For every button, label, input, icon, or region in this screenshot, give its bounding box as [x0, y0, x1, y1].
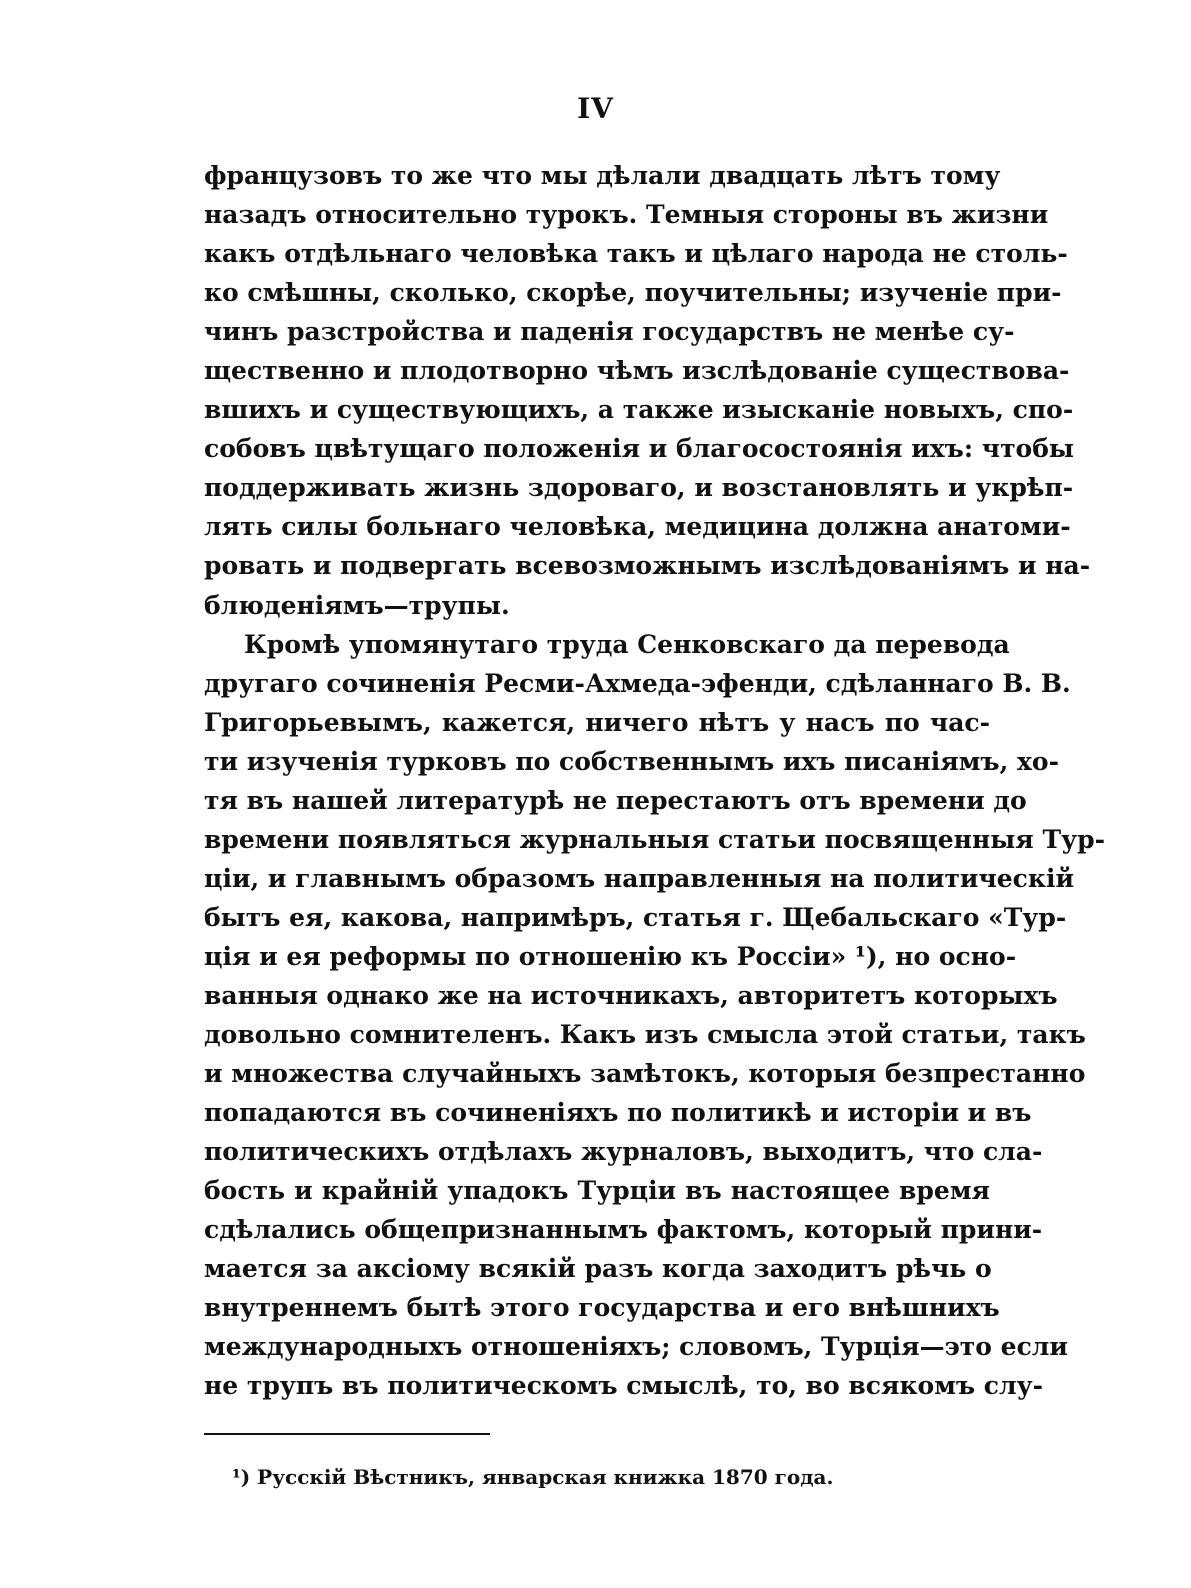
footnote-separator — [204, 1433, 490, 1435]
text-line: собовъ цвѣтущаго положенія и благосостоянія ихъ: чтобы — [204, 434, 1074, 464]
text-line: другаго сочиненія Ресми-Ахмеда-эфенди, сдѣланнаго В. В. — [204, 668, 1071, 698]
text-line: назадъ относительно турокъ. Темныя стороны въ жизни — [204, 200, 1049, 230]
text-line: ціи, и главнымъ образомъ направленныя на политическій — [204, 863, 1074, 893]
text-line: Григорьевымъ, кажется, ничего нѣтъ у насъ по час- — [204, 707, 990, 737]
text-line: международныхъ отношеніяхъ; словомъ, Турція—это если — [204, 1332, 1068, 1362]
text-line: довольно сомнителенъ. Какъ изъ смысла этой статьи, такъ — [204, 1020, 1086, 1050]
text-line: бытъ ея, какова, напримѣръ, статья г. Щебальскаго «Тур- — [204, 902, 1067, 932]
body-text — [204, 156, 1105, 1406]
text-line: политическихъ отдѣлахъ журналовъ, выходитъ, что сла- — [204, 1137, 1043, 1167]
text-line: не трупъ въ политическомъ смыслѣ, то, во всякомъ слу- — [204, 1371, 1044, 1401]
text-line: ко смѣшны, сколько, скорѣе, поучительны; изученіе при- — [204, 278, 1062, 308]
text-line: ванныя однако же на источникахъ, авторитетъ которыхъ — [204, 980, 1058, 1010]
text-line: какъ отдѣльнаго человѣка такъ и цѣлаго народа не столь- — [204, 239, 1068, 269]
page-number: IV — [577, 92, 614, 125]
text-line: попадаются въ сочиненіяхъ по политикѣ и исторіи и въ — [204, 1098, 1032, 1128]
text-line: тя въ нашей литературѣ не перестаютъ отъ времени до — [204, 785, 1027, 815]
text-line: поддерживать жизнь здороваго, и возстановлять и укрѣп- — [204, 473, 1074, 503]
text-line: щественно и плодотворно чѣмъ изслѣдованіе существова- — [204, 356, 1070, 386]
text-line: внутреннемъ бытѣ этого государства и его внѣшнихъ — [204, 1293, 1000, 1323]
text-line: сдѣлались общепризнаннымъ фактомъ, который прини- — [204, 1215, 1043, 1245]
text-line: французовъ то же что мы дѣлали двадцать лѣтъ тому — [204, 161, 1001, 190]
text-line: ровать и подвергать всевозможнымъ изслѣдованіямъ и на- — [204, 551, 1091, 581]
text-line: лять силы больнаго человѣка, медицина должна анатоми- — [204, 512, 1071, 542]
text-line: мается за аксіому всякій разъ когда заходитъ рѣчь о — [204, 1254, 992, 1284]
footnote: ¹) Русскій Вѣстникъ, январская книжка 1870 года. — [232, 1465, 834, 1489]
text-line: ція и ея реформы по отношенію къ Россіи» ¹), но осно- — [204, 941, 1017, 971]
text-line: и множества случайныхъ замѣтокъ, которыя безпрестанно — [204, 1059, 1086, 1089]
text-line: чинъ разстройства и паденія государствъ не менѣе су- — [204, 317, 1015, 347]
text-line: ти изученія турковъ по собственнымъ ихъ писаніямъ, хо- — [204, 746, 1059, 776]
paragraph-start-line: Кромѣ упомянутаго труда Сенковскаго да перевода — [244, 629, 1010, 659]
text-line: бость и крайній упадокъ Турціи въ настоящее время — [204, 1176, 990, 1206]
text-line: вшихъ и существующихъ, а также изысканіе новыхъ, спо- — [204, 395, 1074, 425]
paragraph-end-line: блюденіямъ—трупы. — [204, 590, 510, 620]
text-line: времени появляться журнальныя статьи посвященныя Тур- — [204, 824, 1105, 854]
